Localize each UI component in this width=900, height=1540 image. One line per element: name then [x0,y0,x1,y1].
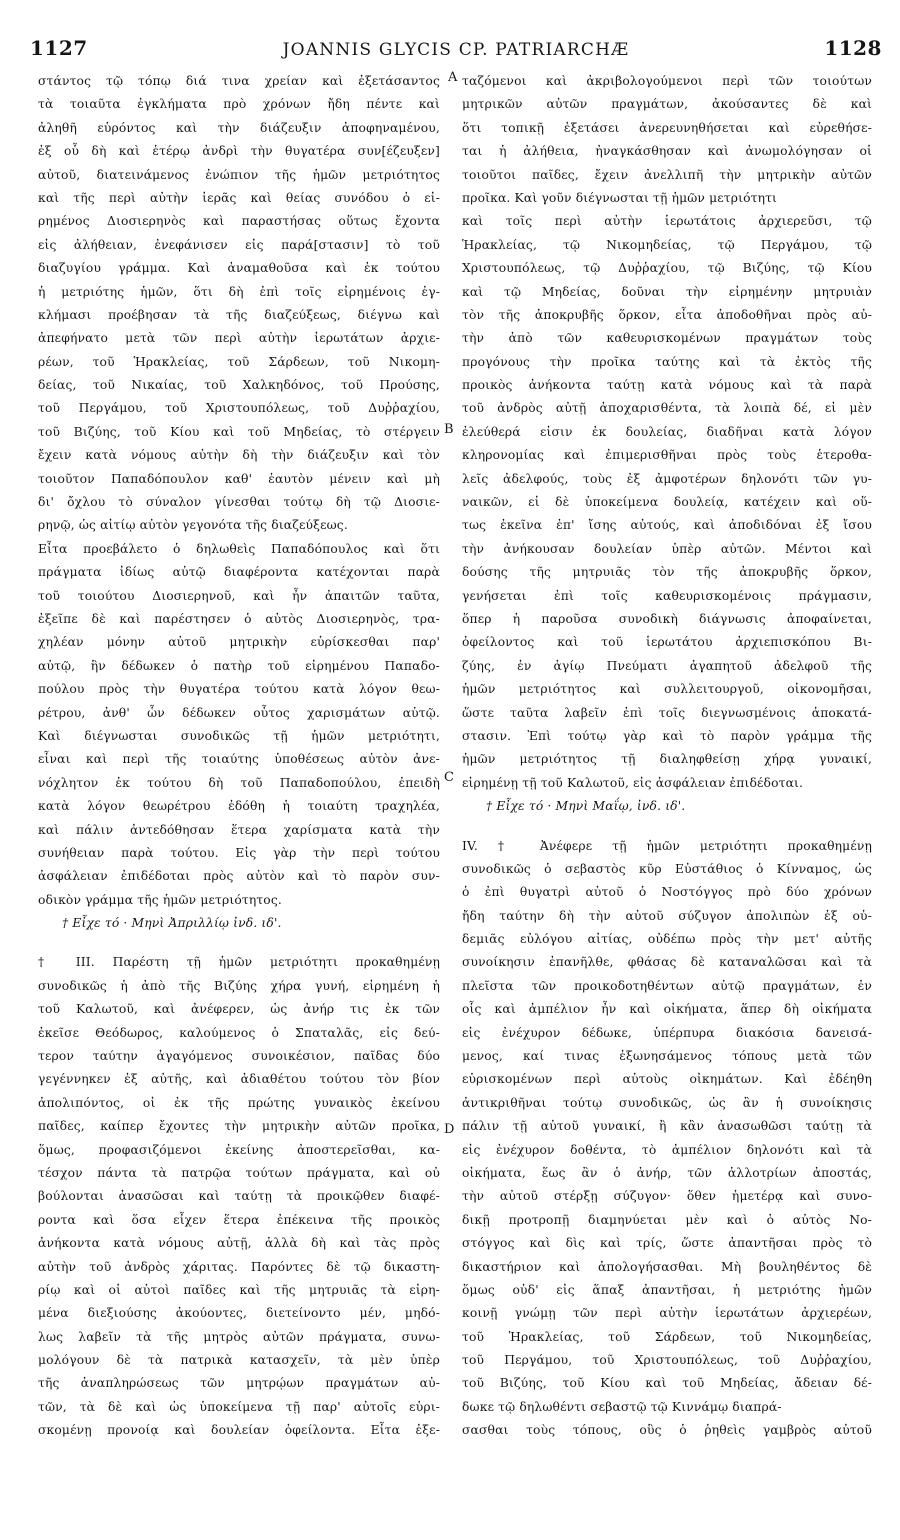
left-text-column [38,70,440,1443]
right-page-number: 1128 [824,36,882,60]
text-line: δωκε τῷ δηλωθέντι σεβαστῷ τῷ Κιννάμῳ διαπρά- [462,1399,782,1414]
text-line: ρηνῷ, ὡς αἰτίῳ αὐτὸν γεγονότα τῆς διαζεύξεως. [38,518,348,533]
text-line: δεμιᾶς εὐλόγου αἰτίας, οὐδέπω πρὸς τὴν μετ' αὐτῆς [462,932,872,947]
text-line: ροντα καὶ ὅσα εἶχεν ἕτερα ἐπέκεινα τῆς προικὸς [38,1212,440,1227]
text-line: βούλονται ἀνασῶσαι καὶ ταύτῃ τὰ προικῷθεν διαφέ- [38,1189,440,1204]
text-line: τὴν ἀπὸ τῶν καθευρισκομένων πραγμάτων τοὺς [462,331,872,346]
text-line [38,935,440,951]
text-line: ἀπολιπόντος, οἱ ἐκ τῆς πρώτης γυναικὸς ἐκείνου [38,1095,440,1110]
text-line: διαζυγίου γράμμα. Καὶ ἀναμαθοῦσα καὶ ἐκ τούτου [38,261,440,276]
text-line: ἀσφάλειαν ἐπιδέδοται πρὸς αὐτὸν καὶ τὸ παρὸν συν- [38,869,440,884]
text-line: εἰς ἐνέχυρον δοθέντα, τὸ ἀμπέλιον δηλονότι καὶ τὰ [462,1142,872,1157]
text-line: τοῦ Βιζύης, τοῦ Κίου καὶ τοῦ Μηδείας, τὸ στέργειν [38,424,440,439]
text-line: † III. Παρέστη τῇ ἡμῶν μετριότητι προκαθημένῃ [38,955,440,970]
text-line: τοῦ Περγάμου, τοῦ Χριστουπόλεως, τοῦ Δυῤῥαχίου, [462,1353,872,1368]
running-title: JOANNIS GLYCIS CP. PATRIARCHÆ [282,40,630,60]
text-line: εἰς ἀλήθειαν, ἐνεφάνισεν εἰς παρά[στασιν] τὸ τοῦ [38,237,440,252]
text-line: αὐτῷ, ἣν δέδωκεν ὁ πατὴρ τοῦ εἰρημένου Παπαδο- [38,658,440,673]
text-line: εἰς ἐνέχυρον δέδωκε, ὑπέρπυρα διακόσια δανεισά- [462,1025,872,1040]
text-line: ζύης, ἐν ἁγίῳ Πνεύματι ἀγαπητοῦ ἀδελφοῦ τῆς [462,658,872,673]
text-line: τοιοῦτοι παῖδες, ἔχειν ἀνελλιπῆ τὴν μητρικὴν αὐτῶν [462,167,872,182]
margin-marker-b: B [444,422,454,437]
text-line: πούλου πρὸς τὴν θυγατέρα τούτου κατὰ λόγον θεω- [38,682,440,697]
text-line: αὐτὴν τοῦ ἀνδρὸς χάριτας. Παρόντες δὲ τῷ δικαστη- [38,1259,440,1274]
text-line: IV. † Ἀνέφερε τῇ ἡμῶν μετριότητι προκαθημένῃ [462,838,872,853]
page-header [30,36,882,66]
text-line: τὴν αὐτοῦ στέρξῃ σύζυγον· ὅθεν ἡμετέρᾳ καὶ συνο- [462,1189,872,1204]
text-line: νόχλητον ἐκ τούτου δὴ τοῦ Παπαδοπούλου, ἐπειδὴ [38,775,440,790]
text-line: οἰκήματα, ἕως ἂν ὁ ἀνήρ, τῶν ἀλλοτρίων ἀποστάς, [462,1165,872,1180]
text-line: δούσης τῆς μητρυιᾶς τὸν τῆς ἀποκρυβῆς ὅρκον, [462,565,872,580]
text-line: οἷς καὶ ἀμπέλιον ἦν καὶ οἰκήματα, ἅπερ δὴ οἰκήματα [462,1002,872,1017]
text-line: εὑρισκομένων περὶ αὐτοὺς οἰκημάτων. Καὶ ἐδέηθη [462,1072,872,1087]
text-line: τὴν ἀνήκουσαν δουλείαν ὑπὲρ αὐτῶν. Μέντοι καὶ [462,541,872,556]
text-line: δι' ὄχλου τὸ σύναλον γίνεσθαι τούτῳ δὴ τῷ Διοσιε- [38,495,440,510]
text-line: κληρονομίας καὶ ἐπιμερισθῆναι πρὸς τοὺς ἑτεροθα- [462,448,872,463]
text-line: ρέτρου, ἀνθ' ὧν δέδωκεν οὗτος χαρισμάτων αὐτῷ. [38,705,440,720]
text-line: εἶναι καὶ περὶ τῆς τοιαύτης ὑποθέσεως αὐτὸν ἀνε- [38,752,440,767]
text-line: Χριστουπόλεως, τῷ Δυῤῥαχίου, τῷ Βιζύης, τῷ Κίου [462,261,872,276]
text-line: τέσχον πάντα τὰ πατρῷα τούτων πράγματα, καὶ οὐ [38,1165,440,1180]
text-line: τοῦ τοιούτου Διοσιερηνοῦ, καὶ ἦν ἀπαιτῶν ταῦτα, [38,588,440,603]
text-line: προῖκα. Καὶ γοῦν διέγνωσται τῇ ἡμῶν μετριότητι [462,190,778,205]
text-line [462,819,872,835]
left-page-number: 1127 [30,36,88,60]
text-line: γεγέννηκεν ἐξ αὐτῆς, καὶ ἀδιαθέτου τούτου τὸν βίον [38,1072,440,1087]
text-line: μολόγουν δὲ τὰ πατρικὰ κατασχεῖν, τὰ μὲν ὑπὲρ [38,1353,440,1368]
text-line: ὀφείλοντος καὶ τοῦ ἱερωτάτου ἀρχιεπισκόπου Βι- [462,635,872,650]
text-line: τοῦ Περγάμου, τοῦ Χριστουπόλεως, τοῦ Δυῤῥαχίου, [38,401,440,416]
text-line: ρέων, τοῦ Ἡρακλείας, τοῦ Σάρδεων, τοῦ Νικομη- [38,354,440,369]
margin-marker-c: C [444,770,454,785]
text-line: κλήμασι προέβησαν τὰ τῆς διαζεύξεως, διέγνω καὶ [38,307,440,322]
text-line: τὸν τῆς ἀποκρυβῆς ὅρκον, εἶτα ἀποδοθῆναι πρὸς αὐ- [462,307,872,322]
text-line: συνοδικῶς ὁ σεβαστὸς κῦρ Εὐστάθιος ὁ Κίνναμος, ὡς [462,861,872,876]
text-line: ὅμως οὐδ' εἰς ἅπαξ ἀπαντῆσαι, ἡ μετριότης ἡμῶν [462,1282,872,1297]
text-line: αὐτοῦ, διατεινάμενος ἐνώπιον τῆς ἡμῶν μετριότητος [38,167,440,182]
text-line: ταζόμενοι καὶ ἀκριβολογούμενοι περὶ τῶν τοιούτων [462,74,872,88]
text-line: ἐλεύθερά εἰσιν ἐκ δουλείας, διαδῆναι κατὰ λόγον [462,424,872,439]
text-line: μενος, καί τινας ἐξωνησάμενος τόπους μετὰ τῶν [462,1049,872,1064]
text-line: ἔχειν κατὰ νόμους αὐτὴν δὴ τὴν διάζευξιν καὶ τὸν [38,448,440,463]
text-line: συνοδικῶς ἡ ἀπὸ τῆς Βιζύης χήρα γυνή, εἰρημένη ἡ [38,978,440,993]
text-line: ἐξεῖπε δὲ καὶ παρέστησεν ὁ αὐτὸς Διοσιερηνὸς, τρα- [38,611,440,626]
text-line: λεῖς ἀδελφούς, τοὺς ἐξ ἀμφοτέρων δηλονότι τῶν γυ- [462,471,872,486]
text-line: † Εἶχε τό · Μηνὶ Ἀπριλλίῳ ἰνδ. ιδ'. [62,916,282,931]
text-line: προγόνους τὴν προῖκα ταύτης καὶ τὰ ἐκτὸς τῆς [462,354,872,369]
text-line: στασιν. Ἐπὶ τούτῳ γὰρ καὶ τὸ παρὸν γράμμα τῆς [462,728,872,743]
text-line: Εἶτα προεβάλετο ὁ δηλωθεὶς Παπαδόπουλος καὶ ὅτι [38,541,440,556]
text-line: τοῦ Ἡρακλείας, τοῦ Σάρδεων, τοῦ Νικομηδείας, [462,1329,872,1344]
text-line: καὶ τοῖς περὶ αὐτὴν ἱερωτάτοις ἀρχιερεῦσι, τῷ [462,214,872,229]
right-text-column [462,70,872,1443]
text-line: τερον ταύτην ἀγαγόμενος συνοικέσιον, παῖδας δύο [38,1049,440,1064]
text-line: ἡμῶν μετριότητος τῇ διαληφθείσῃ χήρᾳ γυναικί, [462,752,872,767]
text-line: τοῦ Βιζύης, τοῦ Κίου καὶ τοῦ Μηδείας, ἄδειαν δέ- [462,1376,872,1391]
text-line: ὅπερ ἡ παροῦσα συνοδικὴ διάγνωσις ἀποφαίνεται, [462,611,872,626]
text-line: προικὸς ἀνήκοντα ταύτῃ κατὰ νόμους καὶ τὰ παρὰ [462,378,872,393]
margin-marker-a: A [448,70,458,85]
text-line: στάντος τῷ τόπῳ διά τινα χρείαν καὶ ἐξετάσαντος [38,74,440,88]
text-line: λως λαβεῖν τὰ τῆς μητρὸς αὐτῶν πράγματα, συνω- [38,1329,440,1344]
text-line: καὶ τῆς περὶ αὐτὴν ἱερᾶς καὶ θείας συνόδου ὁ εἰ- [38,190,440,205]
text-line: πλεῖστα τῶν προικοδοτηθέντων αὐτῷ πραγμάτων, ἐν [462,978,872,993]
text-line: δικῇ προτροπῇ διαμηνύεται μὲν καὶ ὁ αὐτὸς Νο- [462,1212,872,1227]
text-line: κοινῇ γνώμῃ τῶν περὶ αὐτὴν ἱερωτάτων ἀρχιερέων, [462,1306,872,1321]
text-line: ἐκεῖσε Θεόδωρος, καλούμενος ὁ Σπαταλᾶς, εἰς δεύ- [38,1025,440,1040]
text-line: συνοίκησιν ἐπανῆλθε, φθάσας δὲ καταναλῶσαι καὶ τὰ [462,955,872,970]
text-line: πράγματα ἰδίως αὐτῷ διαφέροντα κατέχονται παρὰ [38,565,440,580]
text-line: ἀπεφήνατο μετὰ τῶν περὶ αὐτὴν ἱερωτάτων ἀρχιε- [38,331,440,346]
text-line: ἡ μετριότης ἡμῶν, ὅτι δὴ ἐπὶ τοῖς εἰρημένοις ἐγ- [38,284,440,299]
text-line: οδικὸν γράμμα τῆς ἡμῶν μετριότητος. [38,892,282,907]
text-line: ναικῶν, εἰ δὲ ὑποκείμενα δουλείᾳ, κατέχειν καὶ οὕ- [462,495,872,510]
text-line: Καὶ διέγνωσται συνοδικῶς τῇ ἡμῶν μετριότητι, [38,728,440,743]
text-line: δικαστήριον καὶ ἀπολογήσασθαι. Μὴ βουληθέντος δὲ [462,1259,872,1274]
text-line: σασθαι τοὺς τόπους, οὓς ὁ ῥηθεὶς γαμβρὸς αὐτοῦ [462,1423,872,1438]
margin-marker-d: D [444,1122,455,1137]
text-line: ἀντικριθῆναι τούτῳ συνοδικῶς, ὡς ἂν ἡ συνοίκησις [462,1095,872,1110]
text-line: εἰρημένῃ τῇ τοῦ Καλωτοῦ, εἰς ἀσφάλειαν ἐπιδέδοται. [462,775,804,790]
text-line: ὅμως, προφασιζόμενοι ἐκείνης ἀποστερεῖσθαι, κα- [38,1142,440,1157]
text-line: συνήθειαν παρὰ τούτου. Εἰς γὰρ τὴν περὶ τούτου [38,845,440,860]
text-line: τοῦ ἀνδρὸς αὐτῇ ἀποχαρισθέντα, τὰ λοιπὰ δέ, εἰ μὲν [462,401,872,416]
text-line: ρίῳ καὶ οἱ αὐτοὶ παῖδες καὶ τῆς μητρυιᾶς τὰ εἰρη- [38,1282,440,1297]
text-line: σκομένῃ προνοίᾳ καὶ δουλείαν ὀφείλοντα. Εἶτα ἐξε- [38,1423,440,1438]
text-line: πάλιν τῇ αὐτοῦ γυναικί, ἢ κἂν ἀνασωθῶσι ταύτῃ τὰ [462,1119,872,1134]
text-line: τὰ τοιαῦτα ἐγκλήματα πρὸ χρόνων ἤδη πέντε καὶ [38,97,440,112]
text-line: μένα διεξιούσης ἀκούοντες, διετείνοντο μέν, μηδό- [38,1306,440,1321]
text-line: στόγγος καὶ δὶς καὶ τρίς, ὥστε ἀπαντῆσαι πρὸς τὸ [462,1236,872,1251]
text-line: μητρικῶν αὐτῶν πραγμάτων, ἀκούσαντες δὲ καὶ [462,97,872,112]
text-line: ὁ ἐπὶ θυγατρὶ αὐτοῦ ὁ Νοστόγγος πρὸ δύο χρόνων [462,885,872,900]
text-line: ἐξ οὗ δὴ καὶ ἑτέρῳ ἀνδρὶ τὴν θυγατέρα συν[έζευξεν] [38,144,440,159]
text-line: χηλέαν μόνην αὐτοῦ μητρικὴν εὑρίσκεσθαι παρ' [38,635,440,650]
text-line: τῶν, τὰ δὲ καὶ ὡς ὑποκείμενα τῇ παρ' αὐτοῖς εὑρι- [38,1399,440,1414]
text-line: † Εἶχε τό · Μηνὶ Μαΐῳ, ἰνδ. ιδ'. [486,799,686,814]
text-line: δείας, τοῦ Νικαίας, τοῦ Χαλκηδόνος, τοῦ Προύσης, [38,378,440,393]
text-line: τως ἐκεῖνα ἐπ' ἴσης αὐτούς, καὶ ἀποδιδόναι ἐξ ἴσου [462,518,872,533]
text-line: ὥστε ταῦτα λαβεῖν ἐπὶ τοῖς διεγνωσμένοις ἀποκατά- [462,705,872,720]
text-line: Ἡρακλείας, τῷ Νικομηδείας, τῷ Περγάμου, τῷ [462,237,872,252]
text-line: γενήσεται ἐπὶ τοῖς καθευρισκομένοις πράγμασιν, [462,588,872,603]
text-line: καὶ τῷ Μηδείας, δοῦναι τὴν εἰρημένην μητρυιὰν [462,284,872,299]
text-line: ρημένος Διοσιερηνὸς καὶ παραστήσας οὕτως ἔχοντα [38,214,440,229]
text-line: τοιοῦτον Παπαδόπουλον καθ' ἑαυτὸν μένειν καὶ μὴ [38,471,440,486]
text-line: ἤδη ταύτην δὴ τὴν αὐτοῦ σύζυγον ἀπολιπὼν ἐξ οὐ- [462,908,872,923]
text-line: ὅτι τοπικῇ ἐξετάσει ἀνερευνηθήσεται καὶ εὑρεθήσε- [462,120,872,135]
text-line: τοῦ Καλωτοῦ, καὶ ἀνέφερεν, ὡς ἀνήρ τις ἐκ τῶν [38,1002,440,1017]
text-line: τῆς ἀναπληρώσεως τῶν μητρῴων πραγμάτων αὐ- [38,1376,440,1391]
text-line: ἀληθῆ εὑρόντος καὶ τὴν διάζευξιν ἀποφηναμένου, [38,120,440,135]
text-line: κατὰ λόγον θεωρέτρου ἐδόθη ἡ τοιαύτη τραχηλέα, [38,799,440,814]
text-line: ται ἡ ἀλήθεια, ἠναγκάσθησαν καὶ ἀνωμολόγησαν οἱ [462,144,872,159]
text-line: καὶ πάλιν ἀντεδόθησαν ἕτερα χαρίσματα κατὰ τὴν [38,822,440,837]
text-line: ἀνήκοντα κατὰ νόμους αὐτῇ, ἀλλὰ δὴ καὶ τὰς πρὸς [38,1236,440,1251]
text-line: παῖδες, καίπερ ἔχοντες τὴν μητρικὴν αὐτῶν προῖκα, [38,1119,440,1134]
text-line: ἡμῶν μετριότητος καὶ συλλειτουργοῦ, οἰκονομῆσαι, [462,682,872,697]
